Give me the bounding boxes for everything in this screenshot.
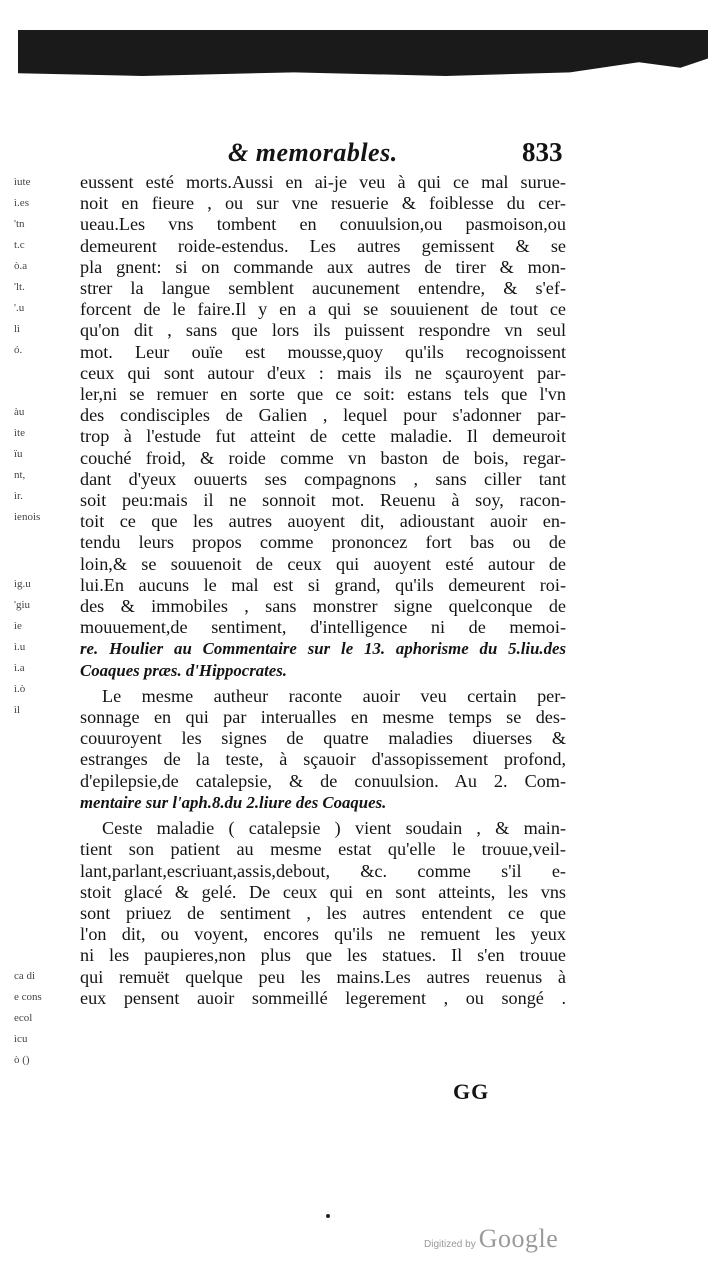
text-line: sonnage en qui par interualles en mesme temps se des- xyxy=(80,707,566,728)
page-number: 833 xyxy=(522,137,563,167)
margin-note: ì.es xyxy=(14,197,29,209)
text-line: d'epilepsie,de catalepsie, & de conuulsion. Au 2. Com- xyxy=(80,770,566,791)
text-line: soit peu:mais il ne sonnoit mot. Reuenu à soy, racon- xyxy=(80,490,566,511)
text-line: Le mesme autheur raconte auoir veu certain per- xyxy=(102,685,566,706)
text-line: des condisciples de Galien , lequel pour s'adonner par- xyxy=(80,405,566,426)
ink-speck xyxy=(326,1214,330,1218)
text-line: demeurent roide-estendus. Les autres gemissent & se xyxy=(80,235,566,256)
margin-notes-lower xyxy=(14,574,52,721)
text-line: ni les paupieres,non plus que les statues. Il s'en trouue xyxy=(80,945,566,966)
text-line: toit ce que les autres auoyent dit, adioustant auoir en- xyxy=(80,511,566,532)
margin-note: 'giu xyxy=(14,599,31,611)
margin-notes-middle xyxy=(14,402,52,528)
margin-note: ó. xyxy=(14,344,23,356)
text-line: couuroyent les signes de quatre maladies diuerses & xyxy=(80,728,566,749)
text-line: mouuement,de sentiment, d'intelligence ni de memoi- xyxy=(80,617,566,638)
text-line: tient son patient au mesme estat qu'elle le trouue,veil- xyxy=(80,839,566,860)
text-line: ceux qui sont autour d'eux : mais ils ne sçauroyent par- xyxy=(80,362,566,383)
text-line: Ceste maladie ( catalepsie ) vient soudain , & main- xyxy=(102,818,566,839)
margin-note: 'lt. xyxy=(14,281,25,293)
text-line: forcent de le faire.Il y en a qui se souuienent de tout ce xyxy=(80,299,566,320)
text-line: sont priuez de sentiment , les autres entendent ce que xyxy=(80,902,566,923)
text-line: lant,parlant,escriuant,assis,debout, &c. comme s'il e- xyxy=(80,860,566,881)
citation-line: mentaire sur l'aph.8.du 2.liure des Coaques. xyxy=(80,792,387,812)
margin-note: ecol xyxy=(14,1012,33,1024)
margin-note: '.u xyxy=(14,302,25,314)
margin-note: ì.ò xyxy=(14,683,26,695)
text-line: dant d'yeux ouuerts ses compagnons , sans ciller tant xyxy=(80,468,566,489)
text-line: estranges de la teste, à sçauoir d'assopissement profond, xyxy=(80,749,566,770)
text-line: stoit glacé & gelé. De ceux qui en sont atteints, les vns xyxy=(80,881,566,902)
margin-note: ïu xyxy=(14,448,23,460)
margin-note: ìcu xyxy=(14,1033,28,1045)
margin-note: ìg.u xyxy=(14,578,31,590)
margin-notes-bottom xyxy=(14,966,52,1071)
text-line: l'on dit, ou voyent, encores qu'ils ne remuent les yeux xyxy=(80,924,566,945)
google-logo: Google xyxy=(478,1224,559,1253)
text-line: ler,ni se remuer en sorte que ce soit: estans tels que l'vn xyxy=(80,384,566,405)
text-line: eux pensent auoir sommeillé legerement , ou songé . xyxy=(80,987,566,1008)
text-line: trop à l'estude fut atteint de cette maladie. Il demeuroit xyxy=(80,426,566,447)
text-line: pla gnent: si on commande aux autres de tirer & mon- xyxy=(80,256,566,277)
citation-line: Coaques præs. d'Hippocrates. xyxy=(80,660,287,680)
margin-note: ò.a xyxy=(14,260,28,272)
catchword: GG xyxy=(453,1079,490,1104)
margin-note: 'tn xyxy=(14,218,25,230)
text-line: des & immobiles , sans monstrer signe quelconque de xyxy=(80,596,566,617)
running-title: & memorables. xyxy=(228,138,398,167)
text-line: strer la langue semblent aucunement entendre, & s'ef- xyxy=(80,278,566,299)
margin-note: ò () xyxy=(14,1054,30,1066)
text-line: loin,& se souuenoit de ceux qui auoyent esté autour de xyxy=(80,553,566,574)
text-line: eussent esté morts.Aussi en ai-je veu à qui ce mal surue- xyxy=(80,172,566,192)
margin-note: e cons xyxy=(14,991,42,1003)
margin-notes-upper xyxy=(14,172,52,361)
text-line: qu'on dit , sans que lors ils puissent respondre vn seul xyxy=(80,320,566,341)
digitized-watermark xyxy=(424,1224,558,1254)
text-line: ueau.Les vns tombent en conuulsion,ou pasmoison,ou xyxy=(80,214,566,235)
watermark-prefix: Digitized by xyxy=(424,1239,476,1250)
body-text xyxy=(80,172,566,1009)
margin-note: lì xyxy=(14,323,21,335)
text-line: couché froid, & roide comme vn baston de bois, regar- xyxy=(80,447,566,468)
citation-line: re. Houlier au Commentaire sur le 13. aphorisme du 5.liu.des xyxy=(80,639,566,659)
text-line: tendu leurs propos comme prononcez fort bas ou de xyxy=(80,532,566,553)
text-line: qui remuët quelque peu les mains.Les autres reuenus à xyxy=(80,966,566,987)
margin-note: ca di xyxy=(14,970,36,982)
scan-edge-shadow xyxy=(18,30,708,76)
margin-note: ìl xyxy=(14,704,21,716)
margin-note: ìte xyxy=(14,427,25,439)
margin-note: àu xyxy=(14,406,25,418)
text-line: noit en fieure , ou sur vne resuerie & foiblesse du cer- xyxy=(80,193,566,214)
margin-note: ì.a xyxy=(14,662,25,674)
margin-note: ì.u xyxy=(14,641,26,653)
text-line: mot. Leur ouïe est mousse,quoy qu'ils recognoissent xyxy=(80,341,566,362)
text-line: lui.En aucuns le mal est si grand, qu'ils demeurent roi- xyxy=(80,574,566,595)
margin-note: ìute xyxy=(14,176,31,188)
margin-note: ìr. xyxy=(14,490,23,502)
margin-note: nt, xyxy=(14,469,26,481)
margin-note: t.c xyxy=(14,239,25,251)
margin-note: ienois xyxy=(14,511,41,523)
margin-note: ìe xyxy=(14,620,22,632)
